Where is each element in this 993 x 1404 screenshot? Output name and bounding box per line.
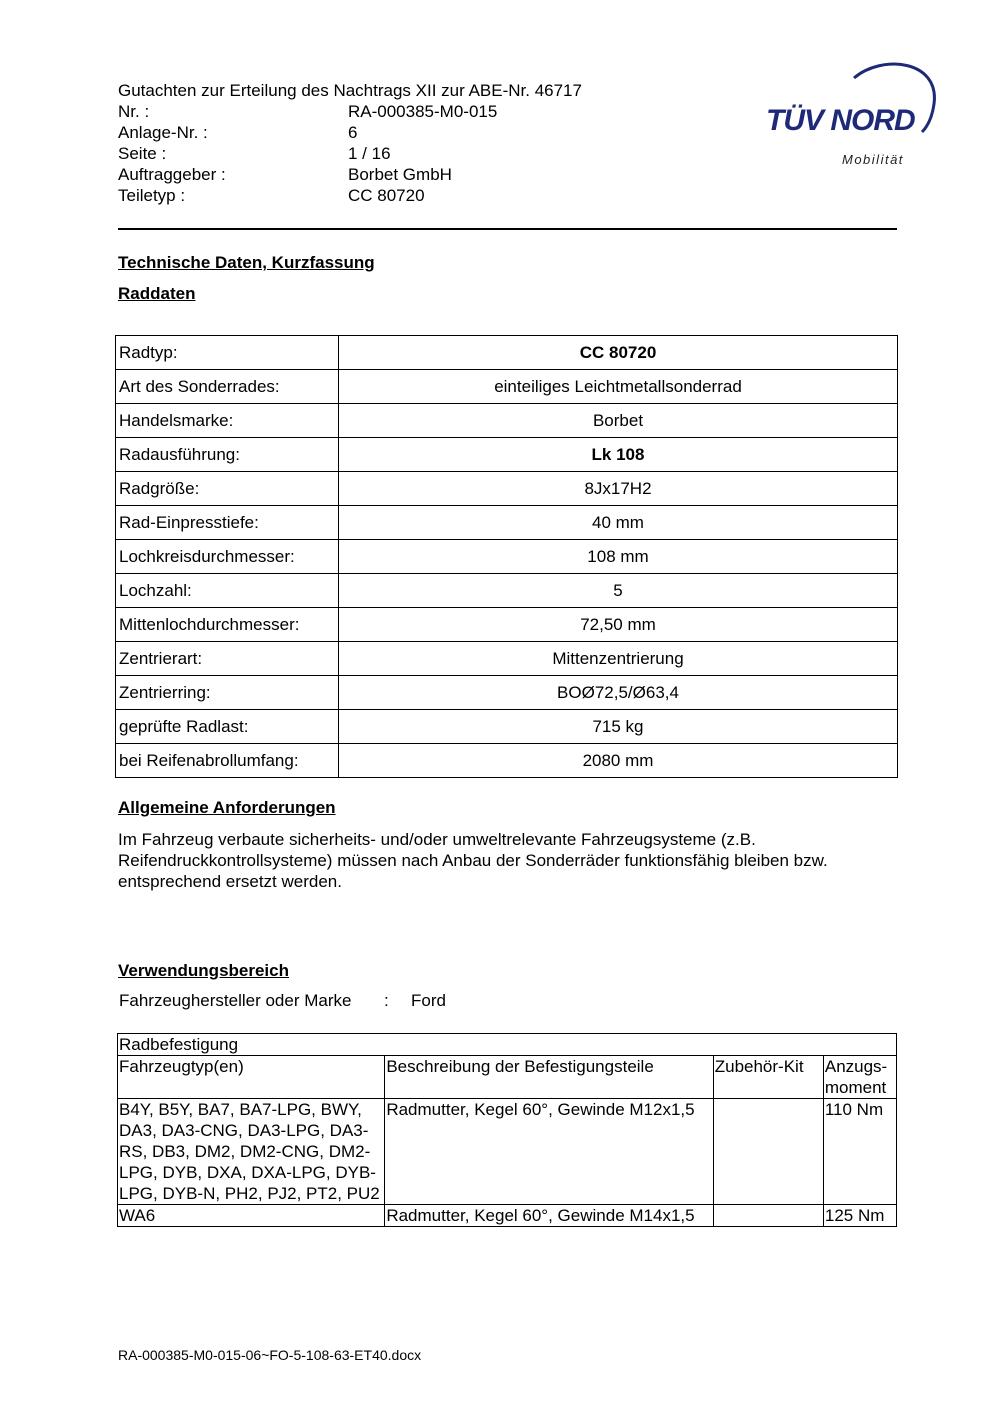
heading-usage: Verwendungsbereich	[118, 961, 289, 980]
vehicle-types-cell: B4Y, B5Y, BA7, BA7-LPG, BWY, DA3, DA3-CNG, DA3-LPG, DA3-RS, DB3, DM2, DM2-CNG, DM2-LPG, DYB, DXA, DXA-LPG, DYB-LPG, DYB-N, PH2, PJ2, PT2, PU2	[118, 1099, 385, 1205]
table-row	[116, 438, 898, 472]
table-title: Radbefestigung	[118, 1034, 897, 1056]
table-row	[116, 336, 898, 370]
row-label: Zentrierring:	[116, 676, 339, 710]
table-header-row	[118, 1056, 897, 1099]
header-label: Nr. :	[118, 102, 150, 121]
row-label: Radausführung:	[116, 438, 339, 472]
table-row	[116, 506, 898, 540]
tuv-nord-logo	[762, 56, 942, 171]
logo-tagline: Mobilität	[842, 152, 904, 167]
header-label: Auftraggeber :	[118, 165, 226, 184]
general-requirements-text	[118, 829, 898, 892]
table-row	[116, 404, 898, 438]
row-value: CC 80720	[339, 336, 898, 370]
torque-cell: 110 Nm	[823, 1099, 896, 1205]
text-line: entsprechend ersetzt werden.	[118, 872, 342, 891]
row-label: Lochkreisdurchmesser:	[116, 540, 339, 574]
table-row	[116, 540, 898, 574]
vehicle-types-cell: WA6	[118, 1205, 385, 1227]
heading-technical: Technische Daten, Kurzfassung	[118, 253, 375, 272]
header-value: 6	[348, 123, 358, 142]
column-header: Zubehör-Kit	[713, 1056, 823, 1099]
column-header: Beschreibung der Befestigungsteile	[385, 1056, 713, 1099]
heading-general: Allgemeine Anforderungen	[118, 798, 336, 817]
row-value: 2080 mm	[339, 744, 898, 778]
header-label: Seite :	[118, 144, 167, 163]
wheel-mounting-table	[117, 1033, 897, 1227]
table-row	[116, 472, 898, 506]
table-row	[116, 710, 898, 744]
row-label: Radgröße:	[116, 472, 339, 506]
row-value: BOØ72,5/Ø63,4	[339, 676, 898, 710]
row-label: Handelsmarke:	[116, 404, 339, 438]
row-value: 40 mm	[339, 506, 898, 540]
column-header: Anzugs-moment	[823, 1056, 896, 1099]
header-value: CC 80720	[348, 186, 425, 205]
row-value: 5	[339, 574, 898, 608]
table-row	[116, 744, 898, 778]
maker-separator: :	[384, 991, 389, 1010]
maker-label: Fahrzeughersteller oder Marke	[119, 991, 352, 1010]
table-row	[116, 608, 898, 642]
table-row	[116, 370, 898, 404]
row-value: 8Jx17H2	[339, 472, 898, 506]
header-row-nr	[118, 101, 618, 122]
header-row-seite	[118, 143, 618, 164]
column-header: Fahrzeugtyp(en)	[118, 1056, 385, 1099]
row-label: bei Reifenabrollumfang:	[116, 744, 339, 778]
row-label: Lochzahl:	[116, 574, 339, 608]
header-row-anlage	[118, 122, 618, 143]
header-value: 1 / 16	[348, 144, 391, 163]
table-row	[118, 1205, 897, 1227]
table-title-row	[118, 1034, 897, 1056]
row-label: Rad-Einpresstiefe:	[116, 506, 339, 540]
row-label: geprüfte Radlast:	[116, 710, 339, 744]
header-value: RA-000385-M0-015	[348, 102, 498, 121]
header-row-teiletyp	[118, 185, 618, 206]
table-row	[118, 1099, 897, 1205]
document-title: Gutachten zur Erteilung des Nachtrags XII zur ABE-Nr. 46717	[118, 81, 582, 100]
table-row	[116, 574, 898, 608]
heading-wheel-data: Raddaten	[118, 284, 196, 303]
text-line: Reifendruckkontrollsysteme) müssen nach Anbau der Sonderräder funktionsfähig bleiben bzw.	[118, 851, 828, 870]
table-row	[116, 676, 898, 710]
kit-cell	[713, 1205, 823, 1227]
row-label: Mittenlochdurchmesser:	[116, 608, 339, 642]
row-value: Borbet	[339, 404, 898, 438]
logo-brand: TÜV NORD	[766, 104, 915, 137]
wheel-data-table	[115, 335, 898, 778]
table-row	[116, 642, 898, 676]
row-value: 715 kg	[339, 710, 898, 744]
header-label: Anlage-Nr. :	[118, 123, 208, 142]
row-value: 72,50 mm	[339, 608, 898, 642]
text-line: Im Fahrzeug verbaute sicherheits- und/oder umweltrelevante Fahrzeugsysteme (z.B.	[118, 830, 756, 849]
row-value: Lk 108	[339, 438, 898, 472]
footer-filename: RA-000385-M0-015-06~FO-5-108-63-ET40.docx	[118, 1347, 422, 1363]
header-divider	[118, 228, 897, 230]
maker-value: Ford	[411, 991, 446, 1010]
fastener-description-cell: Radmutter, Kegel 60°, Gewinde M14x1,5	[385, 1205, 713, 1227]
row-value: 108 mm	[339, 540, 898, 574]
fastener-description-cell: Radmutter, Kegel 60°, Gewinde M12x1,5	[385, 1099, 713, 1205]
row-value: Mittenzentrierung	[339, 642, 898, 676]
row-label: Zentrierart:	[116, 642, 339, 676]
header-label: Teiletyp :	[118, 186, 186, 205]
kit-cell	[713, 1099, 823, 1205]
torque-cell: 125 Nm	[823, 1205, 896, 1227]
row-value: einteiliges Leichtmetallsonderrad	[339, 370, 898, 404]
row-label: Radtyp:	[116, 336, 339, 370]
header-value: Borbet GmbH	[348, 165, 452, 184]
row-label: Art des Sonderrades:	[116, 370, 339, 404]
header-row-auftraggeber	[118, 164, 618, 185]
